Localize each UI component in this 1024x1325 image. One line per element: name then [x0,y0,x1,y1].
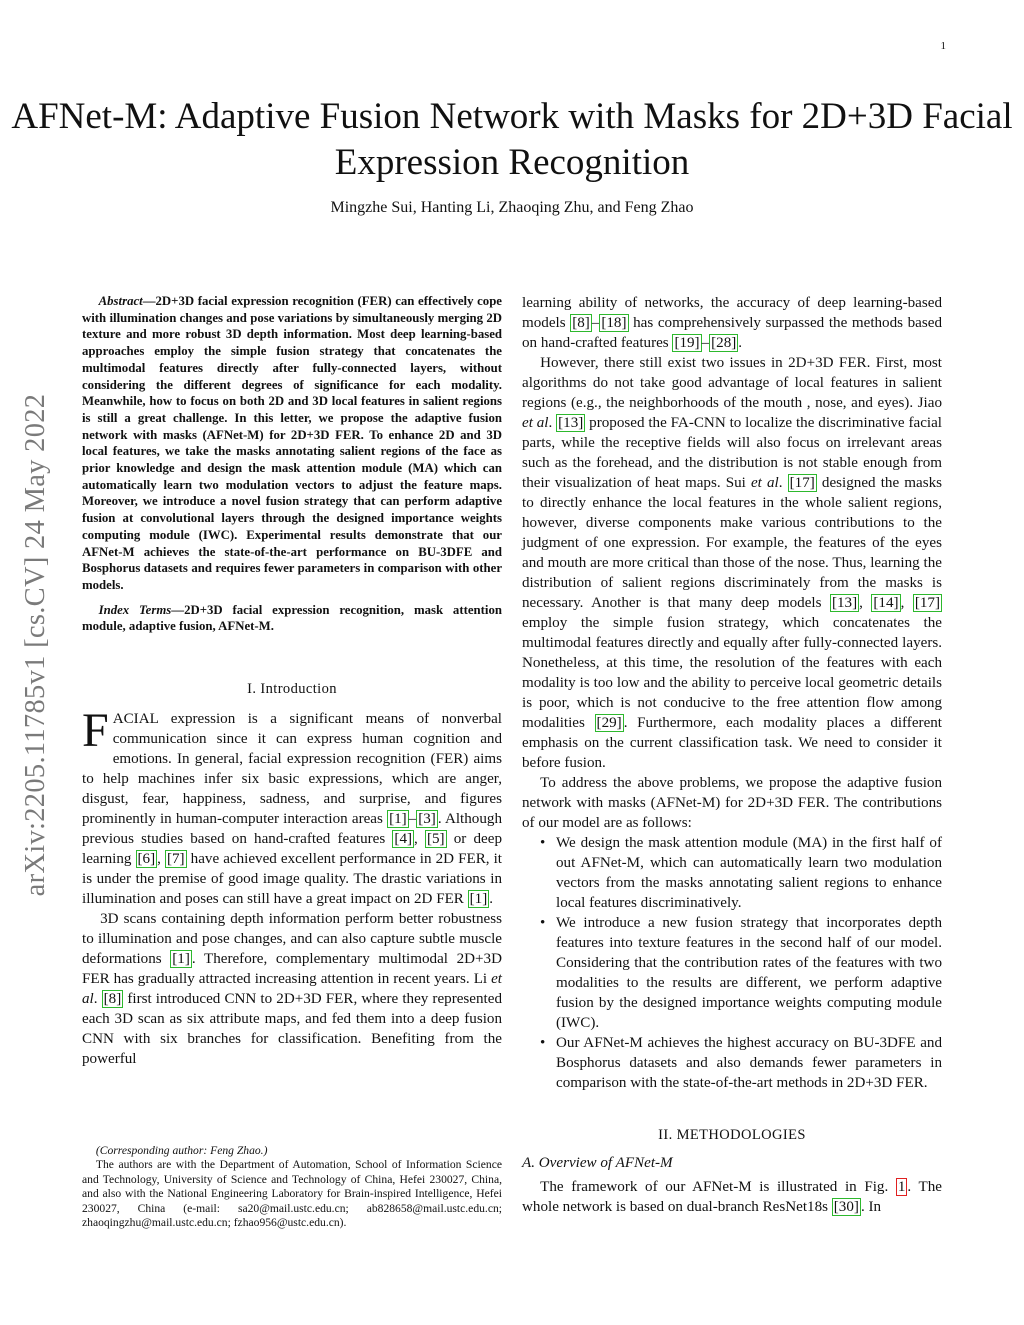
citation-link[interactable]: [17] [789,475,815,491]
text-run: , [900,595,913,611]
section-heading-introduction: I. Introduction [247,681,337,698]
text-run: 3D scans containing depth information perform better robustness to illumination and pose changes, and can also capture subtle muscle deformations [82,911,502,968]
et-al: et al [750,475,779,491]
citation-link[interactable]: [28] [711,335,737,351]
text-run: designed the masks to directly enhance the local features in the whole salient regions, however, diverse components make various contributions to the judgment of one expression. For example, the features of the eyes and mouth are more critical than those of the nose. Thus, learning the distribution of salient regions discriminately from the masks is necessary. Another is that many deep models [522,475,942,611]
citation-link[interactable]: [29] [596,715,622,731]
text-run: – [408,811,417,828]
author-list: Mingzhe Sui, Hanting Li, Zhaoqing Zhu, and Feng Zhao [330,199,694,216]
text-run: , [157,851,165,868]
right-paragraph-3: To address the above problems, we propose the adaptive fusion network with masks (AFNet-M) for 2D+3D FER. The contributions of our model are as follows: [522,775,942,831]
abstract [82,293,502,594]
text-run: , [414,831,425,848]
arxiv-sidebar [12,340,60,950]
citation-link[interactable]: [3] [418,811,436,828]
page-number: 1 [940,40,946,52]
citation-link[interactable]: [19] [674,335,700,351]
corresponding-author-note: (Corresponding author: Feng Zhao.) [95,1144,268,1157]
citation-link[interactable]: [17] [914,595,940,611]
right-paragraph-2 [522,353,942,773]
list-item: • We design the mask attention module (MA) in the first half of out AFNet-M, which can automatically learn two modulation vectors from the masks annotating salient regions to enhance local features discriminatively. [556,833,942,913]
text-run: first introduced CNN to 2D+3D FER, where they represented each 3D scan as six attribute maps, and fed them into a deep fusion CNN with six branches for classification. Benefiting from the powerful [82,991,502,1068]
citation-link[interactable]: [8] [572,315,590,331]
text-run: – [701,335,710,351]
index-terms [82,602,502,635]
citation-link[interactable]: [30] [833,1199,859,1215]
index-terms-label: Index Terms [98,602,172,617]
citation-link[interactable]: [1] [469,891,488,908]
text-run: – [591,315,600,331]
left-column [82,293,502,1069]
citation-link[interactable]: [13] [558,415,584,431]
text-run: has comprehensively surpassed the methods based on hand-crafted features [522,315,942,351]
arxiv-identifier: arXiv:2205.11785v1 [cs.CV] 24 May 2022 [20,393,51,897]
contribution-list [522,833,942,1093]
text-run: , [859,595,872,611]
intro-paragraph-2 [82,909,502,1069]
et-al: et al [82,971,502,1008]
text-run: ACIAL expression is a significant means of nonverbal communication since it can express human cognition and emotions. In general, facial expression recognition (FER) aims to help machines infer six basic expressions, which are anger, disgust, fear, happiness, sadness, and surprise, and figures prominently in human-computer interaction areas [82,711,502,828]
paper-title: AFNet-M: Adaptive Fusion Network with Masks for 2D+3D Facial Expression Recognition [11,96,1013,183]
text-run: . In [860,1199,882,1215]
citation-link[interactable]: [6] [137,851,156,868]
right-column [522,293,942,1217]
citation-link[interactable]: [5] [426,831,445,848]
text-run: . [93,991,102,1008]
text-run: have achieved excellent performance in 2D FER, it is under the premise of good image quality. The drastic variations in illumination and poses can still have a great impact on 2D FER [82,851,503,908]
intro-paragraph-1 [82,704,503,909]
text-run: employ the simple fusion strategy, which concatenates the multimodal features directly and equally after fully-connected layers. Nonetheless, at this time, the resolution of the features with each modality is too low and the ability to perceive local geometric details is poor, which is not conducive to the free attention flow among modalities [522,615,942,731]
section-heading-methodologies: II. METHODOLOGIES [658,1127,806,1143]
text-run: proposed the FA-CNN to localize the discriminative facial parts, while the receptive fields will also focus on irrelevant areas such as the forehead, and the distribution is not stable enough from their visualization of heat maps. Sui [522,415,942,491]
right-paragraph-4 [522,1177,942,1217]
text-run: . [778,475,788,491]
index-terms-text: —2D+3D facial expression recognition, mask attention module, adaptive fusion, AFNet-M. [82,602,502,634]
list-item: • We introduce a new fusion strategy that incorporates depth features into texture features in the second half of our model. Considering that the contribution rates of the features with two modalities to the results are different, we perform adaptive fusion by the designed importance weights computing module (IWC). [556,913,942,1033]
citation-link[interactable]: [4] [394,831,413,848]
text-run: . Furthermore, each modality places a different emphasis on the current classification task. We need to consider it before fusion. [522,715,943,771]
citation-link[interactable]: [13] [831,595,858,611]
citation-link[interactable]: [14] [873,595,899,611]
citation-link[interactable]: [18] [601,315,627,331]
footnote [82,1144,502,1230]
subsection-heading-overview: A. Overview of AFNet-M [522,1155,673,1171]
citation-link[interactable]: [1] [389,811,407,828]
right-paragraph-1 [522,293,942,353]
text-run: or deep learning [82,831,502,868]
text-run: However, there still exist two issues in 2D+3D FER. First, most algorithms do not take good advantage of local features in salient regions (e.g., the neighborhoods of the mouth , nose, and eyes). Jiao [522,355,942,411]
text-run: learning ability of networks, the accuracy of deep learning-based models [522,295,942,331]
list-item: • Our AFNet-M achieves the highest accuracy on BU-3DFE and Bosphorus datasets and also demands fewer parameters in comparison with the state-of-the-art methods in 2D+3D FER. [556,1033,942,1093]
text-run: . Although previous studies based on hand-crafted features [82,811,502,848]
citation-link[interactable]: [1] [172,951,190,968]
figure-ref-link[interactable]: 1 [897,1179,906,1195]
abstract-text: —2D+3D facial expression recognition (FER) can effectively cope with illumination changes and pose variations by simultaneously merging 2D texture and more robust 3D depth information. Most deep learning-based approaches employ the simple fusion strategy that concatenates the multimodal features directly after fully-connected layers, without considering the different degrees of significance for each modality. Meanwhile, how to focus on both 2D and 3D local features in salient regions is still a great challenge. In this letter, we propose the adaptive fusion network with masks (AFNet-M) for 2D+3D FER. To enhance 2D and 3D local features, we take the masks annotating salient regions of the face as prior knowledge and design the mask attention module (MA) which can automatically learn two modulation vectors to adjust the feature maps. Moreover, we introduce a novel fusion strategy that can perform adaptive fusion at convolutional layers through the designed importance weights computing module (IWC). Experimental results demonstrate that our AFNet-M achieves the state-of-the-art performance on BU-3DFE and Bosphorus datasets and requires fewer parameters in comparison with other models. [82,294,502,592]
et-al: et al [522,415,549,431]
abstract-label: Abstract [98,294,143,308]
text-run: . [548,415,557,431]
text-run: . Therefore, complementary multimodal 2D+3D FER has gradually attracted increasing attention in recent years. Li [82,951,502,988]
text-run: The framework of our AFNet-M is illustrated in Fig. [540,1179,896,1195]
text-run: . [738,335,743,351]
text-run: . [489,891,494,908]
citation-link[interactable]: [8] [103,991,122,1008]
citation-link[interactable]: [7] [166,851,185,868]
text-run: . The whole network is based on dual-branch ResNet18s [522,1179,942,1215]
affiliation-note: The authors are with the Department of Automation, School of Information Science and Technology, University of Science and Technology of China, Hefei 230027, China, and also with the National Engineering Laboratory for Brain-inspired Intelligence, Hefei 230027, China (e-mail: sa20@mail.ustc.edu.cn; ab828658@mail.ustc.edu.cn; zhaoqingzhu@mail.ustc.edu.cn; fzhao956@ustc.edu.cn). [82,1158,502,1230]
dropcap-letter: F [82,704,109,758]
